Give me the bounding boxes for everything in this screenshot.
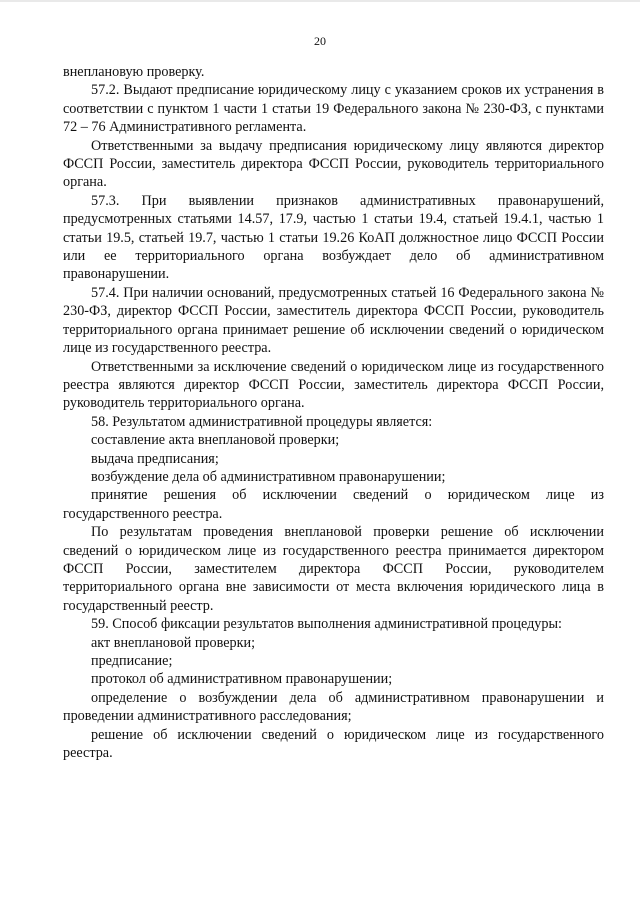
list-item: определение о возбуждении дела об административном правонарушении и проведении административного расследования; <box>63 689 604 725</box>
list-item: возбуждение дела об административном правонарушении; <box>91 468 446 485</box>
paragraph-57-2-responsible: Ответственными за выдачу предписания юридическому лицу являются директор ФССП России, заместитель директора ФССП России, руководитель территориального органа. <box>63 137 604 191</box>
paragraph-57-4: 57.4. При наличии оснований, предусмотренных статьей 16 Федерального закона № 230-ФЗ, директор ФССП России, заместитель директора ФССП России, руководитель территориального органа принимает решение об исключении сведений о юридическом лице из государственного реестра. <box>63 284 604 357</box>
list-item: акт внеплановой проверки; <box>91 634 256 651</box>
paragraph-58-decision: По результатам проведения внеплановой проверки решение об исключении сведений о юридическом лице из государственного реестра принимается директором ФССП России, заместителем директора ФССП России, руководителем территориального органа вне зависимости от места включения юридического лица в государственный реестр. <box>63 524 604 614</box>
paragraph-59: 59. Способ фиксации результатов выполнения административной процедуры: <box>91 616 562 633</box>
paragraph-continuation: внеплановую проверку. <box>63 64 205 80</box>
scan-top-edge <box>0 0 640 2</box>
list-item: протокол об административном правонарушении; <box>91 671 393 688</box>
page-number: 20 <box>314 34 326 48</box>
list-item: решение об исключении сведений о юридическом лице из государственного реестра. <box>63 726 604 762</box>
paragraph-57-2: 57.2. Выдают предписание юридическому лицу с указанием сроков их устранения в соответствии с пунктом 1 части 1 статьи 19 Федерального закона № 230-ФЗ, с пунктами 72 – 76 Административного регламента. <box>63 82 604 136</box>
list-item: составление акта внеплановой проверки; <box>91 432 340 449</box>
paragraph-57-4-responsible: Ответственными за исключение сведений о юридическом лице из государственного реестра являются директор ФССП России, заместитель директора ФССП России, руководитель территориального органа. <box>63 358 604 412</box>
list-item: выдача предписания; <box>91 450 219 467</box>
list-item: принятие решения об исключении сведений о юридическом лице из государственного реестра. <box>63 487 604 522</box>
document-body <box>63 63 604 762</box>
list-item: предписание; <box>91 653 173 669</box>
paragraph-58: 58. Результатом административной процедуры является: <box>91 413 433 430</box>
paragraph-57-3: 57.3. При выявлении признаков административных правонарушений, предусмотренных статьями 14.57, 17.9, частью 1 статьи 19.4, статьей 19.4.1, частью 1 статьи 19.5, статьей 19.7, частью 1 статьи 19.26 КоАП должностное лицо ФССП России или ее территориального органа возбуждает дело об административном правонарушении. <box>63 192 604 283</box>
